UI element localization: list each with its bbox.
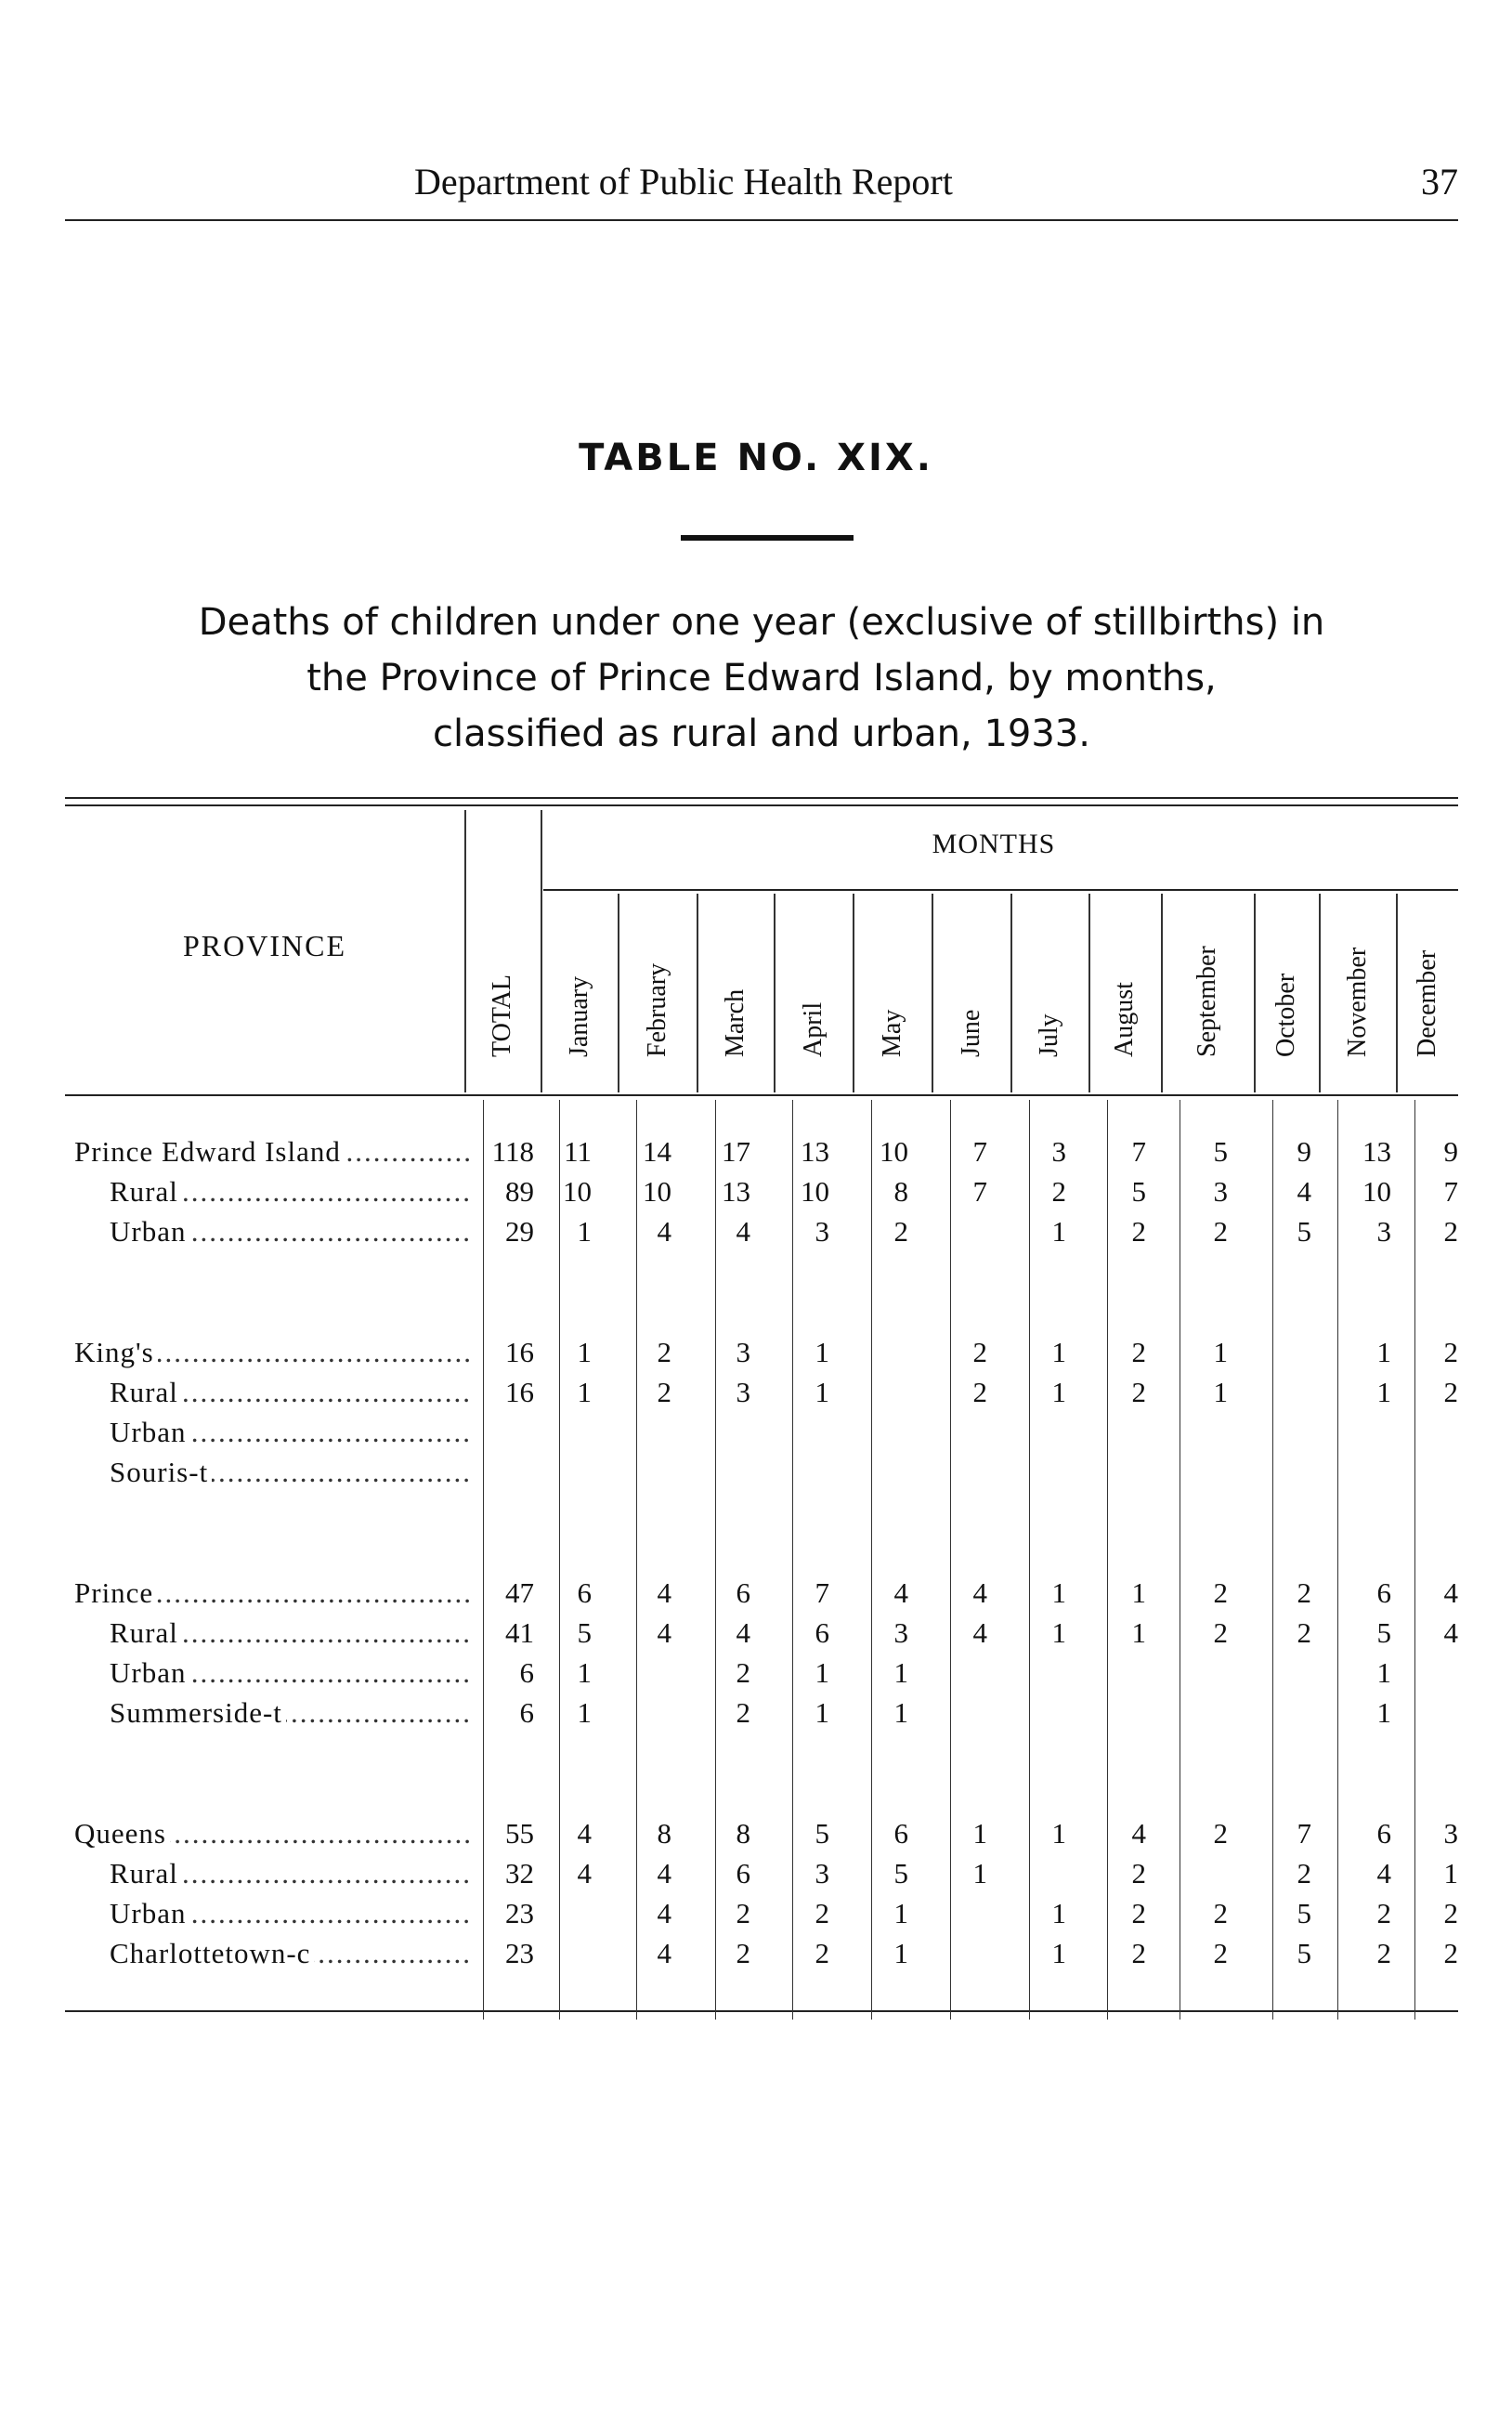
cell-december: 4 xyxy=(1443,1616,1458,1649)
cell-january: 1 xyxy=(577,1696,592,1729)
column-divider xyxy=(1088,894,1090,1092)
cell-december: 3 xyxy=(1443,1817,1458,1850)
cell-june: 4 xyxy=(972,1576,987,1609)
cell-october: 5 xyxy=(1297,1897,1311,1929)
table-top-rule xyxy=(65,804,1458,806)
cell-april: 7 xyxy=(815,1576,829,1609)
cell-february: 4 xyxy=(657,1616,671,1649)
cell-may: 1 xyxy=(893,1656,908,1689)
row-label-text: Rural xyxy=(110,1376,182,1408)
column-divider xyxy=(464,810,466,1092)
cell-january: 1 xyxy=(577,1376,592,1408)
cell-may: 1 xyxy=(893,1937,908,1969)
cell-september: 3 xyxy=(1213,1175,1228,1208)
cell-february: 10 xyxy=(643,1175,671,1208)
cell-october: 4 xyxy=(1297,1175,1311,1208)
cell-total: 41 xyxy=(505,1616,534,1649)
row-label xyxy=(74,1135,469,1169)
row-label xyxy=(110,1416,469,1449)
cell-total: 23 xyxy=(505,1897,534,1929)
cell-july: 1 xyxy=(1051,1817,1066,1850)
cell-october: 2 xyxy=(1297,1616,1311,1649)
row-label-text: Prince Edward Island xyxy=(74,1135,345,1168)
column-header-october xyxy=(1258,920,1314,1087)
cell-august: 4 xyxy=(1131,1817,1146,1850)
column-header-july xyxy=(1022,920,1077,1087)
column-divider xyxy=(618,894,619,1092)
cell-november: 1 xyxy=(1376,1696,1391,1729)
table-row xyxy=(0,1656,1512,1695)
cell-july: 3 xyxy=(1051,1135,1066,1168)
table-number: TABLE NO. XIX. xyxy=(579,437,933,479)
column-header-november xyxy=(1330,920,1386,1087)
cell-october: 2 xyxy=(1297,1857,1311,1889)
title-divider xyxy=(681,535,854,541)
cell-april: 10 xyxy=(801,1175,829,1208)
cell-august: 2 xyxy=(1131,1897,1146,1929)
cell-january: 1 xyxy=(577,1656,592,1689)
cell-march: 8 xyxy=(736,1817,750,1850)
cell-august: 1 xyxy=(1131,1576,1146,1609)
cell-september: 2 xyxy=(1213,1576,1228,1609)
column-divider xyxy=(1319,894,1321,1092)
column-header-january xyxy=(552,920,607,1087)
cell-january: 11 xyxy=(564,1135,592,1168)
row-label-text: Queens xyxy=(74,1817,170,1850)
column-header-september xyxy=(1180,920,1235,1087)
cell-january: 1 xyxy=(577,1336,592,1368)
column-header-label: January xyxy=(564,975,593,1057)
cell-march: 6 xyxy=(736,1857,750,1889)
table-row xyxy=(0,1616,1512,1655)
row-label-text: Charlottetown-c xyxy=(110,1937,314,1969)
cell-august: 2 xyxy=(1131,1857,1146,1889)
cell-june: 7 xyxy=(972,1175,987,1208)
cell-august: 2 xyxy=(1131,1215,1146,1248)
cell-june: 7 xyxy=(972,1135,987,1168)
cell-september: 2 xyxy=(1213,1215,1228,1248)
cell-december: 2 xyxy=(1443,1376,1458,1408)
cell-total: 29 xyxy=(505,1215,534,1248)
cell-march: 2 xyxy=(736,1897,750,1929)
cell-september: 1 xyxy=(1213,1336,1228,1368)
header-rule xyxy=(65,219,1458,221)
column-divider xyxy=(1010,894,1012,1092)
cell-february: 2 xyxy=(657,1376,671,1408)
cell-april: 1 xyxy=(815,1656,829,1689)
cell-february: 4 xyxy=(657,1576,671,1609)
column-header-june xyxy=(944,920,999,1087)
cell-november: 3 xyxy=(1376,1215,1391,1248)
cell-december: 7 xyxy=(1443,1175,1458,1208)
cell-april: 3 xyxy=(815,1857,829,1889)
column-divider xyxy=(853,894,854,1092)
table-row xyxy=(0,1215,1512,1254)
cell-march: 3 xyxy=(736,1336,750,1368)
cell-august: 2 xyxy=(1131,1937,1146,1969)
months-rule xyxy=(543,889,1458,891)
cell-november: 5 xyxy=(1376,1616,1391,1649)
cell-total: 6 xyxy=(519,1656,534,1689)
cell-total: 32 xyxy=(505,1857,534,1889)
cell-july: 1 xyxy=(1051,1616,1066,1649)
row-label-text: Prince xyxy=(74,1576,157,1609)
cell-december: 4 xyxy=(1443,1576,1458,1609)
cell-december: 2 xyxy=(1443,1937,1458,1969)
cell-november: 13 xyxy=(1362,1135,1391,1168)
cell-march: 2 xyxy=(736,1696,750,1729)
cell-july: 1 xyxy=(1051,1336,1066,1368)
cell-total: 23 xyxy=(505,1937,534,1969)
caption-line: classified as rural and urban, 1933. xyxy=(433,713,1090,755)
table-row xyxy=(0,1937,1512,1976)
cell-may: 6 xyxy=(893,1817,908,1850)
table-row xyxy=(0,1376,1512,1415)
cell-november: 2 xyxy=(1376,1897,1391,1929)
cell-total: 55 xyxy=(505,1817,534,1850)
row-label xyxy=(110,1656,469,1690)
cell-july: 1 xyxy=(1051,1576,1066,1609)
cell-august: 7 xyxy=(1131,1135,1146,1168)
cell-may: 8 xyxy=(893,1175,908,1208)
cell-may: 1 xyxy=(893,1897,908,1929)
cell-may: 4 xyxy=(893,1576,908,1609)
cell-july: 2 xyxy=(1051,1175,1066,1208)
column-header-august xyxy=(1097,920,1153,1087)
cell-december: 2 xyxy=(1443,1897,1458,1929)
cell-april: 1 xyxy=(815,1336,829,1368)
cell-january: 4 xyxy=(577,1857,592,1889)
column-header-label: March xyxy=(720,988,749,1057)
cell-november: 6 xyxy=(1376,1576,1391,1609)
cell-january: 10 xyxy=(563,1175,592,1208)
table-row xyxy=(0,1456,1512,1495)
column-header-label: November xyxy=(1342,947,1372,1057)
row-label-text: Urban xyxy=(110,1656,189,1689)
row-label-text: Urban xyxy=(110,1416,189,1448)
running-head xyxy=(65,160,1458,216)
cell-october: 2 xyxy=(1297,1576,1311,1609)
cell-december: 1 xyxy=(1443,1857,1458,1889)
column-header-label: June xyxy=(956,1009,985,1057)
column-header-label: September xyxy=(1193,946,1221,1057)
row-label xyxy=(110,1456,469,1489)
table-bottom-rule xyxy=(65,2010,1458,2012)
column-header-label: July xyxy=(1035,1013,1063,1057)
cell-november: 1 xyxy=(1376,1656,1391,1689)
cell-total: 16 xyxy=(505,1336,534,1368)
table-row xyxy=(0,1897,1512,1936)
cell-july: 1 xyxy=(1051,1897,1066,1929)
table-row xyxy=(0,1696,1512,1735)
table-row xyxy=(0,1817,1512,1856)
row-label-text: Summerside-t xyxy=(110,1696,286,1729)
cell-november: 10 xyxy=(1362,1175,1391,1208)
column-divider xyxy=(1396,894,1398,1092)
row-label-text: King's xyxy=(74,1336,158,1368)
cell-march: 4 xyxy=(736,1215,750,1248)
report-title: Department of Public Health Report xyxy=(414,161,953,203)
cell-june: 2 xyxy=(972,1376,987,1408)
cell-april: 6 xyxy=(815,1616,829,1649)
column-header-april xyxy=(786,920,841,1087)
cell-august: 2 xyxy=(1131,1376,1146,1408)
cell-september: 1 xyxy=(1213,1376,1228,1408)
cell-june: 1 xyxy=(972,1817,987,1850)
row-label-text: Urban xyxy=(110,1897,189,1929)
column-divider xyxy=(697,894,698,1092)
cell-september: 2 xyxy=(1213,1897,1228,1929)
row-label xyxy=(110,1897,469,1930)
cell-total: 89 xyxy=(505,1175,534,1208)
cell-august: 5 xyxy=(1131,1175,1146,1208)
months-heading: MONTHS xyxy=(932,829,1056,859)
row-label xyxy=(110,1616,469,1650)
cell-november: 2 xyxy=(1376,1937,1391,1969)
cell-november: 1 xyxy=(1376,1376,1391,1408)
column-divider xyxy=(774,894,776,1092)
cell-july: 1 xyxy=(1051,1937,1066,1969)
column-header-december xyxy=(1400,920,1455,1087)
cell-september: 2 xyxy=(1213,1817,1228,1850)
row-label xyxy=(110,1215,469,1249)
cell-total: 6 xyxy=(519,1696,534,1729)
cell-july: 1 xyxy=(1051,1376,1066,1408)
cell-june: 2 xyxy=(972,1336,987,1368)
cell-october: 5 xyxy=(1297,1215,1311,1248)
cell-march: 3 xyxy=(736,1376,750,1408)
table-row xyxy=(0,1416,1512,1455)
row-label-text: Rural xyxy=(110,1616,182,1649)
cell-november: 4 xyxy=(1376,1857,1391,1889)
caption-line: the Province of Prince Edward Island, by months, xyxy=(306,657,1217,700)
cell-february: 14 xyxy=(643,1135,671,1168)
table-row xyxy=(0,1175,1512,1214)
cell-february: 2 xyxy=(657,1336,671,1368)
row-label xyxy=(74,1576,469,1610)
table-row xyxy=(0,1857,1512,1896)
cell-december: 2 xyxy=(1443,1336,1458,1368)
row-label xyxy=(110,1857,469,1890)
cell-march: 4 xyxy=(736,1616,750,1649)
cell-april: 3 xyxy=(815,1215,829,1248)
table-row xyxy=(0,1135,1512,1174)
cell-may: 5 xyxy=(893,1857,908,1889)
cell-total: 47 xyxy=(505,1576,534,1609)
table-top-rule xyxy=(65,797,1458,799)
column-header-label: October xyxy=(1271,973,1300,1057)
table-row xyxy=(0,1576,1512,1615)
cell-september: 2 xyxy=(1213,1937,1228,1969)
column-header-label: August xyxy=(1110,982,1139,1057)
cell-january: 1 xyxy=(577,1215,592,1248)
row-label-text: Rural xyxy=(110,1175,182,1208)
header-bottom-rule xyxy=(65,1094,1458,1096)
cell-february: 4 xyxy=(657,1897,671,1929)
cell-total: 118 xyxy=(491,1135,534,1168)
cell-september: 2 xyxy=(1213,1616,1228,1649)
column-header-label: April xyxy=(798,1001,828,1057)
cell-november: 6 xyxy=(1376,1817,1391,1850)
row-label xyxy=(110,1696,469,1730)
caption-line: Deaths of children under one year (exclusive of stillbirths) in xyxy=(198,601,1325,644)
cell-november: 1 xyxy=(1376,1336,1391,1368)
table-caption xyxy=(84,595,1440,762)
column-header-label: TOTAL xyxy=(488,974,516,1057)
cell-march: 17 xyxy=(722,1135,750,1168)
row-label-text: Rural xyxy=(110,1857,182,1889)
cell-april: 13 xyxy=(801,1135,829,1168)
cell-total: 16 xyxy=(505,1376,534,1408)
column-header-total xyxy=(475,920,530,1087)
cell-january: 4 xyxy=(577,1817,592,1850)
row-label-text: Urban xyxy=(110,1215,189,1248)
cell-february: 4 xyxy=(657,1937,671,1969)
cell-february: 8 xyxy=(657,1817,671,1850)
cell-august: 2 xyxy=(1131,1336,1146,1368)
page-number: 37 xyxy=(1421,161,1458,203)
cell-february: 4 xyxy=(657,1857,671,1889)
cell-may: 2 xyxy=(893,1215,908,1248)
column-header-february xyxy=(630,920,685,1087)
row-label xyxy=(110,1937,469,1970)
cell-april: 2 xyxy=(815,1937,829,1969)
cell-may: 3 xyxy=(893,1616,908,1649)
cell-april: 2 xyxy=(815,1897,829,1929)
cell-july: 1 xyxy=(1051,1215,1066,1248)
column-header-label: February xyxy=(642,962,671,1057)
cell-march: 13 xyxy=(722,1175,750,1208)
row-label xyxy=(110,1376,469,1409)
cell-august: 1 xyxy=(1131,1616,1146,1649)
cell-october: 9 xyxy=(1297,1135,1311,1168)
cell-march: 6 xyxy=(736,1576,750,1609)
cell-june: 4 xyxy=(972,1616,987,1649)
cell-october: 7 xyxy=(1297,1817,1311,1850)
column-divider xyxy=(541,810,542,1092)
cell-december: 9 xyxy=(1443,1135,1458,1168)
cell-april: 1 xyxy=(815,1696,829,1729)
cell-march: 2 xyxy=(736,1656,750,1689)
cell-may: 1 xyxy=(893,1696,908,1729)
column-divider xyxy=(932,894,933,1092)
province-heading: PROVINCE xyxy=(182,929,346,962)
cell-march: 2 xyxy=(736,1937,750,1969)
column-header-march xyxy=(708,920,763,1087)
row-label xyxy=(74,1817,469,1850)
cell-april: 5 xyxy=(815,1817,829,1850)
column-header-may xyxy=(865,920,920,1087)
cell-september: 5 xyxy=(1213,1135,1228,1168)
cell-june: 1 xyxy=(972,1857,987,1889)
cell-january: 6 xyxy=(577,1576,592,1609)
cell-february: 4 xyxy=(657,1215,671,1248)
table-row xyxy=(0,1336,1512,1375)
cell-october: 5 xyxy=(1297,1937,1311,1969)
cell-may: 10 xyxy=(880,1135,908,1168)
cell-april: 1 xyxy=(815,1376,829,1408)
cell-january: 5 xyxy=(577,1616,592,1649)
row-label-text: Souris-t xyxy=(110,1456,212,1488)
column-header-label: May xyxy=(877,1009,906,1057)
column-divider xyxy=(1254,894,1256,1092)
column-header-label: December xyxy=(1412,949,1441,1057)
row-label xyxy=(110,1175,469,1209)
row-label xyxy=(74,1336,469,1369)
cell-december: 2 xyxy=(1443,1215,1458,1248)
column-divider xyxy=(1161,894,1163,1092)
